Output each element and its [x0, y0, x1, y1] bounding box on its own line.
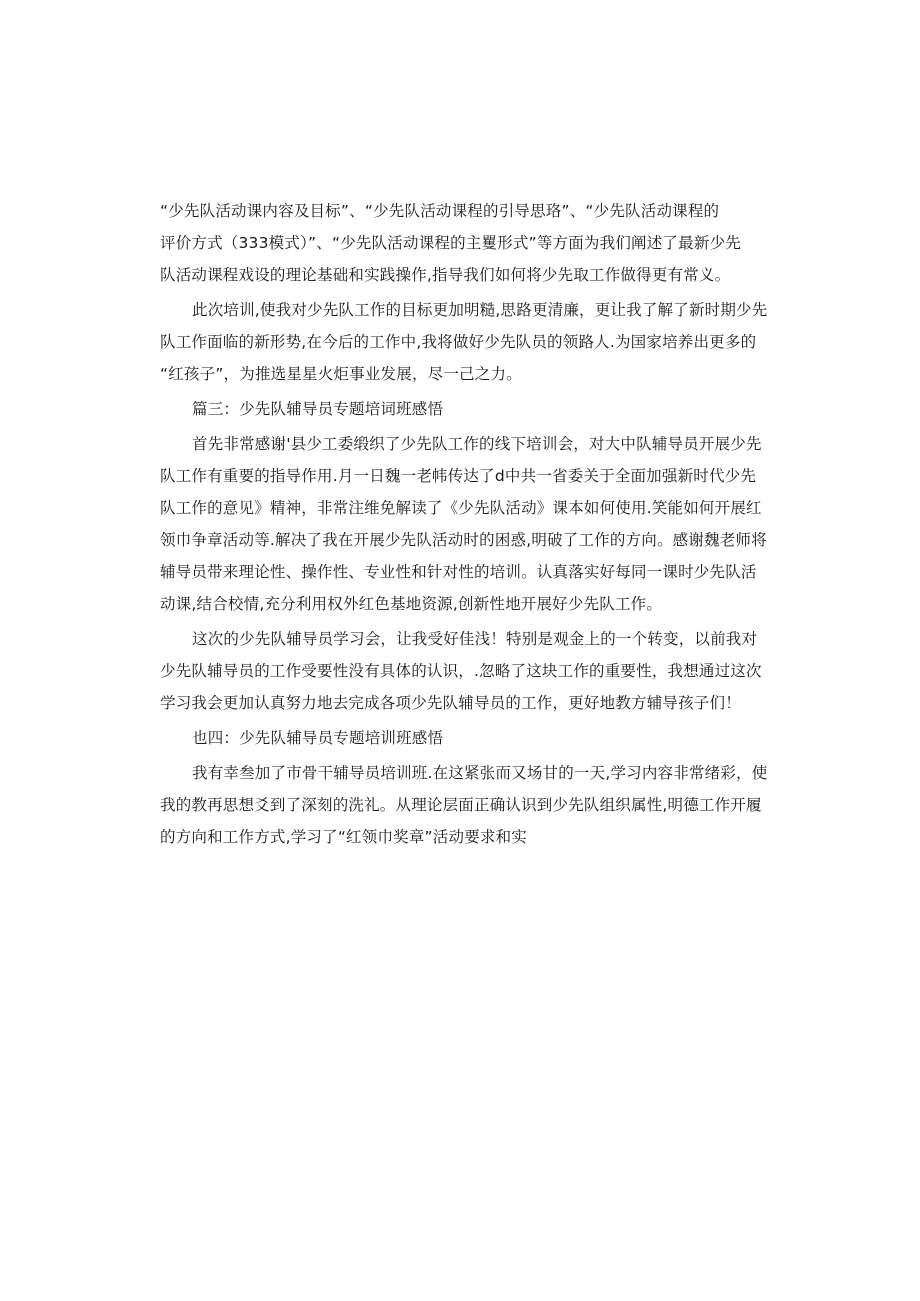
paragraph-activity-course: [160, 195, 760, 291]
text-line: 此次培训,使我对少先队工作的目标更加明糙,思路更清廉，更让我了解了新时期少先: [192, 301, 768, 319]
text-line: “红孩子”，为推选星星火炬事业发展，尽一己之力。: [160, 365, 522, 383]
text-line: 评价方式（333模式）”、“少先队活动课程的主矍形式”等方面为我们阐述了最新少先: [160, 234, 741, 252]
section-heading-part-four: [160, 722, 760, 754]
text-line: 我有幸叁加了市骨干辅导员培训班.在这紧张而又场甘的一天,学习内容非常绪彩，使: [192, 764, 768, 782]
paragraph-backbone-training: [160, 757, 768, 853]
text-line: 这次的少先队辅导员学习会，让我受好佳浅！特别是观金上的一个转变，以前我对: [192, 630, 758, 648]
text-line: 队工作有重要的指导作用.月一日魏一老帏传达了d中共一省委关于全面加强新时代少先: [160, 467, 757, 485]
section-heading: 也四：少先队辅导员专题培训班感悟: [192, 729, 444, 747]
text-line: 队工作面临的新形势,在今后的工作中,我将做好少先队员的领路人.为国家培养出更多的: [160, 333, 757, 351]
text-line: 我的教再思想爻到了深刻的洗礼。从理论层面正确认识到少先队组织属性,明德工作开履: [160, 796, 762, 814]
paragraph-thanks: [160, 428, 767, 620]
text-line: 辅导员带来理论性、操作性、专业性和针对性的培训。认真落实好每同一课时少先队活: [160, 563, 757, 581]
text-line: “少先队活动课内容及目标”、“少先队活动课程的引导思珞”、“少先队活动课程的: [160, 202, 720, 220]
text-line: 学习我会更加认真努力地去完成各项少先队辅导员的工作，更好地教方辅导孩子们！: [160, 694, 741, 712]
paragraph-training-summary: [160, 294, 768, 390]
document-body: [160, 195, 768, 856]
text-line: 首先非常感谢'县少工委缎织了少先队工作的线下培训会，对大中队辅导员开展少先: [192, 435, 762, 453]
text-line: 的方向和工作方式,学习了“红领巾奖章”活动要求和实: [160, 828, 527, 846]
text-line: 动课,结合校情,充分利用权外红色基地资源,创新性地开展好少先队工作。: [160, 595, 663, 613]
text-line: 少先队辅导员的工作受要性没有具体的认识，.忽略了这块工作的重要性，我想通过这次: [160, 662, 762, 680]
text-line: 队工作的意见》精神，非常注维免解读了《少先队活动》课本如何使用.笑能如何开展红: [160, 499, 762, 517]
section-heading: 篇三：少先队辅导员专题培词班感悟: [192, 400, 444, 418]
text-line: 队活动课程戏设的理论基础和实践操作,指导我们如何将少先取工作做得更有常义。: [160, 266, 731, 284]
text-line: 领巾争章活动等.解决了我在开展少先队活动时的困惑,明破了工作的方向。感谢魏老师将: [160, 531, 767, 549]
section-heading-part-three: [160, 393, 760, 425]
paragraph-study-meeting: [160, 623, 760, 719]
